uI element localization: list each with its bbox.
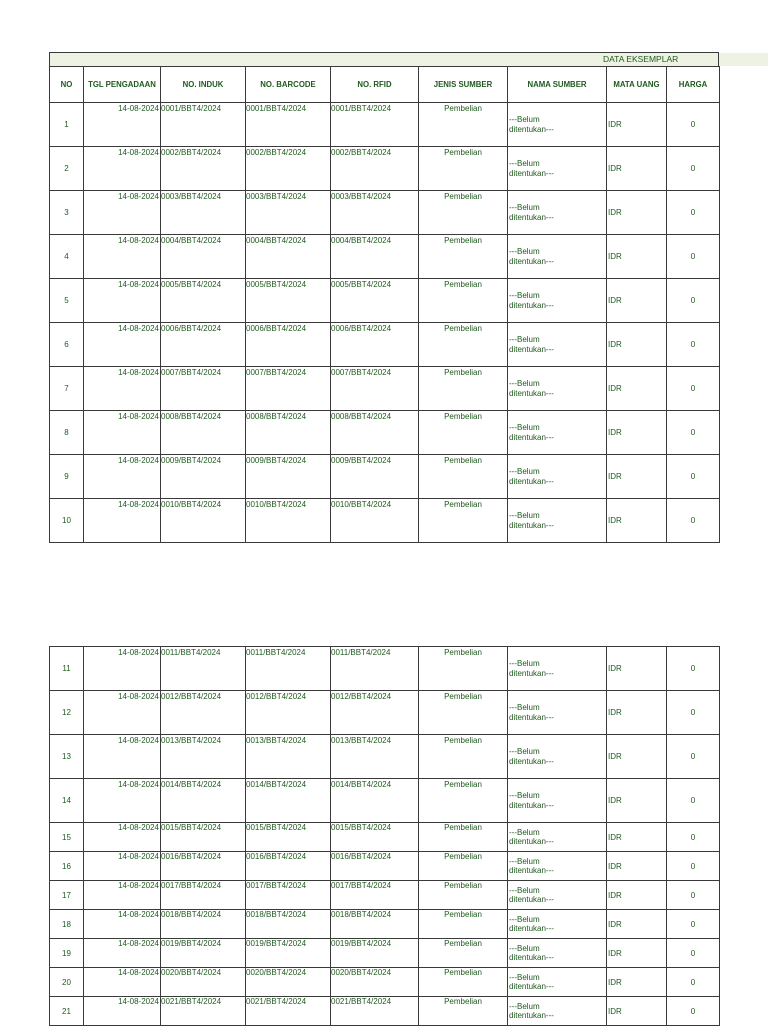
nama-sumber-line1: ---Belum [509,915,540,924]
cell-no: 21 [50,997,84,1026]
cell-no-barcode: 0001/BBT4/2024 [246,103,331,147]
cell-no-rfid: 0019/BBT4/2024 [331,939,419,968]
cell-nama-sumber [508,499,607,543]
cell-nama-sumber [508,881,607,910]
cell-no-induk: 0002/BBT4/2024 [161,147,246,191]
table-row [50,103,720,147]
cell-mata-uang: IDR [607,499,667,543]
cell-no-rfid: 0013/BBT4/2024 [331,735,419,779]
column-header: NO. RFID [331,67,419,103]
cell-no-induk: 0014/BBT4/2024 [161,779,246,823]
table-row [50,147,720,191]
cell-no-induk: 0018/BBT4/2024 [161,910,246,939]
cell-no-induk: 0012/BBT4/2024 [161,691,246,735]
nama-sumber-line2: ditentukan--- [509,895,554,904]
cell-harga: 0 [667,103,720,147]
table-row [50,910,720,939]
cell-no-rfid: 0015/BBT4/2024 [331,823,419,852]
cell-tgl-pengadaan: 14-08-2024 [84,735,161,779]
cell-no-barcode: 0018/BBT4/2024 [246,910,331,939]
cell-jenis-sumber: Pembelian [419,103,508,147]
cell-mata-uang: IDR [607,691,667,735]
table-row [50,852,720,881]
column-header: HARGA [667,67,720,103]
cell-no: 2 [50,147,84,191]
cell-harga: 0 [667,235,720,279]
nama-sumber-line1: ---Belum [509,658,540,668]
nama-sumber-line2: ditentukan--- [509,953,554,962]
column-header: NAMA SUMBER [508,67,607,103]
cell-mata-uang: IDR [607,939,667,968]
cell-no: 14 [50,779,84,823]
nama-sumber-line2: ditentukan--- [509,866,554,875]
table-row [50,647,720,691]
nama-sumber-line2: ditentukan--- [509,837,554,846]
cell-nama-sumber [508,735,607,779]
cell-jenis-sumber: Pembelian [419,968,508,997]
nama-sumber-line1: ---Belum [509,702,540,712]
cell-no-rfid: 0012/BBT4/2024 [331,691,419,735]
cell-nama-sumber [508,997,607,1026]
cell-no-rfid: 0010/BBT4/2024 [331,499,419,543]
cell-no: 16 [50,852,84,881]
cell-harga: 0 [667,823,720,852]
table-header-row [50,67,720,103]
table-row [50,691,720,735]
nama-sumber-line2: ditentukan--- [509,124,554,134]
cell-no: 3 [50,191,84,235]
table-row [50,191,720,235]
cell-no-induk: 0021/BBT4/2024 [161,997,246,1026]
cell-nama-sumber [508,691,607,735]
cell-mata-uang: IDR [607,191,667,235]
cell-nama-sumber [508,103,607,147]
nama-sumber-line1: ---Belum [509,746,540,756]
cell-tgl-pengadaan: 14-08-2024 [84,411,161,455]
cell-no-barcode: 0004/BBT4/2024 [246,235,331,279]
cell-mata-uang: IDR [607,647,667,691]
nama-sumber-line1: ---Belum [509,466,540,476]
cell-harga: 0 [667,279,720,323]
cell-no-barcode: 0011/BBT4/2024 [246,647,331,691]
cell-jenis-sumber: Pembelian [419,823,508,852]
cell-no-rfid: 0008/BBT4/2024 [331,411,419,455]
cell-no-barcode: 0007/BBT4/2024 [246,367,331,411]
cell-nama-sumber [508,191,607,235]
cell-jenis-sumber: Pembelian [419,367,508,411]
nama-sumber-line1: ---Belum [509,290,540,300]
nama-sumber-line2: ditentukan--- [509,800,554,810]
cell-tgl-pengadaan: 14-08-2024 [84,852,161,881]
table-row [50,499,720,543]
nama-sumber-line2: ditentukan--- [509,476,554,486]
cell-tgl-pengadaan: 14-08-2024 [84,455,161,499]
cell-harga: 0 [667,910,720,939]
nama-sumber-line1: ---Belum [509,973,540,982]
cell-tgl-pengadaan: 14-08-2024 [84,997,161,1026]
cell-nama-sumber [508,279,607,323]
cell-jenis-sumber: Pembelian [419,411,508,455]
cell-no-rfid: 0018/BBT4/2024 [331,910,419,939]
cell-mata-uang: IDR [607,779,667,823]
cell-no-rfid: 0020/BBT4/2024 [331,968,419,997]
cell-no: 12 [50,691,84,735]
cell-mata-uang: IDR [607,411,667,455]
cell-no-barcode: 0021/BBT4/2024 [246,997,331,1026]
cell-tgl-pengadaan: 14-08-2024 [84,147,161,191]
eksemplar-table-page2 [49,646,720,1026]
table-row [50,881,720,910]
nama-sumber-line2: ditentukan--- [509,388,554,398]
cell-nama-sumber [508,367,607,411]
cell-mata-uang: IDR [607,147,667,191]
cell-jenis-sumber: Pembelian [419,455,508,499]
cell-nama-sumber [508,910,607,939]
cell-harga: 0 [667,455,720,499]
nama-sumber-line2: ditentukan--- [509,982,554,991]
cell-no-rfid: 0017/BBT4/2024 [331,881,419,910]
cell-mata-uang: IDR [607,735,667,779]
cell-no-rfid: 0016/BBT4/2024 [331,852,419,881]
cell-tgl-pengadaan: 14-08-2024 [84,103,161,147]
cell-no-rfid: 0007/BBT4/2024 [331,367,419,411]
cell-no-induk: 0011/BBT4/2024 [161,647,246,691]
cell-jenis-sumber: Pembelian [419,779,508,823]
table-row [50,968,720,997]
cell-jenis-sumber: Pembelian [419,191,508,235]
cell-harga: 0 [667,147,720,191]
nama-sumber-line2: ditentukan--- [509,668,554,678]
cell-mata-uang: IDR [607,852,667,881]
cell-mata-uang: IDR [607,910,667,939]
cell-no: 19 [50,939,84,968]
cell-jenis-sumber: Pembelian [419,323,508,367]
cell-jenis-sumber: Pembelian [419,499,508,543]
column-header: MATA UANG [607,67,667,103]
nama-sumber-line2: ditentukan--- [509,168,554,178]
nama-sumber-line1: ---Belum [509,790,540,800]
cell-no-induk: 0009/BBT4/2024 [161,455,246,499]
cell-no: 18 [50,910,84,939]
cell-no: 20 [50,968,84,997]
cell-no-barcode: 0015/BBT4/2024 [246,823,331,852]
cell-no-rfid: 0006/BBT4/2024 [331,323,419,367]
cell-no-rfid: 0003/BBT4/2024 [331,191,419,235]
cell-harga: 0 [667,323,720,367]
nama-sumber-line1: ---Belum [509,114,540,124]
cell-no-barcode: 0014/BBT4/2024 [246,779,331,823]
cell-tgl-pengadaan: 14-08-2024 [84,910,161,939]
cell-no-rfid: 0001/BBT4/2024 [331,103,419,147]
cell-tgl-pengadaan: 14-08-2024 [84,499,161,543]
cell-nama-sumber [508,939,607,968]
cell-mata-uang: IDR [607,279,667,323]
cell-no-barcode: 0008/BBT4/2024 [246,411,331,455]
cell-jenis-sumber: Pembelian [419,647,508,691]
nama-sumber-line1: ---Belum [509,158,540,168]
cell-nama-sumber [508,779,607,823]
cell-no-barcode: 0006/BBT4/2024 [246,323,331,367]
cell-no-rfid: 0014/BBT4/2024 [331,779,419,823]
cell-harga: 0 [667,852,720,881]
cell-no-induk: 0019/BBT4/2024 [161,939,246,968]
nama-sumber-line2: ditentukan--- [509,432,554,442]
cell-no-induk: 0010/BBT4/2024 [161,499,246,543]
table-row [50,367,720,411]
cell-no: 1 [50,103,84,147]
cell-tgl-pengadaan: 14-08-2024 [84,191,161,235]
cell-jenis-sumber: Pembelian [419,881,508,910]
cell-mata-uang: IDR [607,103,667,147]
cell-harga: 0 [667,647,720,691]
nama-sumber-line1: ---Belum [509,828,540,837]
cell-no-barcode: 0010/BBT4/2024 [246,499,331,543]
cell-harga: 0 [667,411,720,455]
cell-harga: 0 [667,499,720,543]
nama-sumber-line1: ---Belum [509,886,540,895]
cell-nama-sumber [508,852,607,881]
cell-no-induk: 0003/BBT4/2024 [161,191,246,235]
cell-tgl-pengadaan: 14-08-2024 [84,823,161,852]
cell-tgl-pengadaan: 14-08-2024 [84,647,161,691]
cell-jenis-sumber: Pembelian [419,997,508,1026]
table-row [50,997,720,1026]
nama-sumber-line1: ---Belum [509,334,540,344]
cell-jenis-sumber: Pembelian [419,852,508,881]
cell-tgl-pengadaan: 14-08-2024 [84,235,161,279]
cell-jenis-sumber: Pembelian [419,691,508,735]
cell-no-induk: 0016/BBT4/2024 [161,852,246,881]
cell-tgl-pengadaan: 14-08-2024 [84,323,161,367]
cell-harga: 0 [667,939,720,968]
table-row [50,323,720,367]
cell-no-rfid: 0009/BBT4/2024 [331,455,419,499]
cell-no-induk: 0008/BBT4/2024 [161,411,246,455]
nama-sumber-line1: ---Belum [509,944,540,953]
cell-no-barcode: 0009/BBT4/2024 [246,455,331,499]
cell-no-barcode: 0005/BBT4/2024 [246,279,331,323]
column-header: NO [50,67,84,103]
cell-mata-uang: IDR [607,455,667,499]
cell-no-barcode: 0012/BBT4/2024 [246,691,331,735]
column-header: NO. BARCODE [246,67,331,103]
cell-jenis-sumber: Pembelian [419,235,508,279]
cell-no: 4 [50,235,84,279]
cell-no: 15 [50,823,84,852]
cell-nama-sumber [508,455,607,499]
table-row [50,779,720,823]
nama-sumber-line2: ditentukan--- [509,256,554,266]
section-header-extension [719,53,768,66]
nama-sumber-line1: ---Belum [509,857,540,866]
table-row [50,735,720,779]
cell-nama-sumber [508,411,607,455]
cell-jenis-sumber: Pembelian [419,939,508,968]
cell-tgl-pengadaan: 14-08-2024 [84,968,161,997]
cell-harga: 0 [667,881,720,910]
column-header: NO. INDUK [161,67,246,103]
cell-no-rfid: 0005/BBT4/2024 [331,279,419,323]
cell-no: 8 [50,411,84,455]
cell-no-induk: 0017/BBT4/2024 [161,881,246,910]
cell-mata-uang: IDR [607,881,667,910]
cell-no-induk: 0001/BBT4/2024 [161,103,246,147]
cell-tgl-pengadaan: 14-08-2024 [84,367,161,411]
cell-no: 13 [50,735,84,779]
cell-mata-uang: IDR [607,323,667,367]
table-row [50,411,720,455]
table-row [50,235,720,279]
cell-jenis-sumber: Pembelian [419,279,508,323]
cell-nama-sumber [508,147,607,191]
cell-no-induk: 0005/BBT4/2024 [161,279,246,323]
cell-no-barcode: 0013/BBT4/2024 [246,735,331,779]
cell-tgl-pengadaan: 14-08-2024 [84,881,161,910]
nama-sumber-line2: ditentukan--- [509,520,554,530]
nama-sumber-line1: ---Belum [509,1002,540,1011]
cell-no-barcode: 0003/BBT4/2024 [246,191,331,235]
table-row [50,279,720,323]
cell-no-induk: 0006/BBT4/2024 [161,323,246,367]
nama-sumber-line1: ---Belum [509,246,540,256]
cell-nama-sumber [508,647,607,691]
nama-sumber-line2: ditentukan--- [509,1011,554,1020]
cell-no-induk: 0004/BBT4/2024 [161,235,246,279]
table-row [50,823,720,852]
cell-harga: 0 [667,367,720,411]
nama-sumber-line1: ---Belum [509,378,540,388]
cell-no-barcode: 0016/BBT4/2024 [246,852,331,881]
cell-no-rfid: 0021/BBT4/2024 [331,997,419,1026]
cell-nama-sumber [508,968,607,997]
cell-harga: 0 [667,191,720,235]
cell-no: 10 [50,499,84,543]
cell-jenis-sumber: Pembelian [419,910,508,939]
cell-mata-uang: IDR [607,968,667,997]
cell-tgl-pengadaan: 14-08-2024 [84,779,161,823]
nama-sumber-line2: ditentukan--- [509,212,554,222]
cell-no-rfid: 0004/BBT4/2024 [331,235,419,279]
nama-sumber-line2: ditentukan--- [509,924,554,933]
cell-mata-uang: IDR [607,997,667,1026]
cell-harga: 0 [667,779,720,823]
cell-no: 11 [50,647,84,691]
nama-sumber-line2: ditentukan--- [509,300,554,310]
cell-no-barcode: 0020/BBT4/2024 [246,968,331,997]
cell-mata-uang: IDR [607,235,667,279]
cell-harga: 0 [667,735,720,779]
cell-no-induk: 0007/BBT4/2024 [161,367,246,411]
cell-no-induk: 0015/BBT4/2024 [161,823,246,852]
table-row [50,939,720,968]
cell-jenis-sumber: Pembelian [419,735,508,779]
cell-no: 7 [50,367,84,411]
section-title: DATA EKSEMPLAR [603,54,679,64]
cell-tgl-pengadaan: 14-08-2024 [84,691,161,735]
table-row [50,455,720,499]
nama-sumber-line1: ---Belum [509,510,540,520]
cell-no-barcode: 0002/BBT4/2024 [246,147,331,191]
eksemplar-table-page1 [49,66,720,543]
cell-tgl-pengadaan: 14-08-2024 [84,279,161,323]
cell-mata-uang: IDR [607,367,667,411]
cell-no-barcode: 0019/BBT4/2024 [246,939,331,968]
cell-nama-sumber [508,323,607,367]
column-header: JENIS SUMBER [419,67,508,103]
cell-harga: 0 [667,968,720,997]
cell-no-induk: 0020/BBT4/2024 [161,968,246,997]
cell-mata-uang: IDR [607,823,667,852]
cell-no-barcode: 0017/BBT4/2024 [246,881,331,910]
nama-sumber-line2: ditentukan--- [509,712,554,722]
cell-harga: 0 [667,997,720,1026]
cell-no-rfid: 0002/BBT4/2024 [331,147,419,191]
nama-sumber-line2: ditentukan--- [509,756,554,766]
nama-sumber-line1: ---Belum [509,422,540,432]
nama-sumber-line2: ditentukan--- [509,344,554,354]
cell-no: 17 [50,881,84,910]
cell-harga: 0 [667,691,720,735]
cell-no-induk: 0013/BBT4/2024 [161,735,246,779]
cell-no: 5 [50,279,84,323]
cell-tgl-pengadaan: 14-08-2024 [84,939,161,968]
cell-no: 9 [50,455,84,499]
cell-nama-sumber [508,823,607,852]
cell-jenis-sumber: Pembelian [419,147,508,191]
cell-nama-sumber [508,235,607,279]
cell-no-rfid: 0011/BBT4/2024 [331,647,419,691]
cell-no: 6 [50,323,84,367]
column-header: TGL PENGADAAN [84,67,161,103]
nama-sumber-line1: ---Belum [509,202,540,212]
